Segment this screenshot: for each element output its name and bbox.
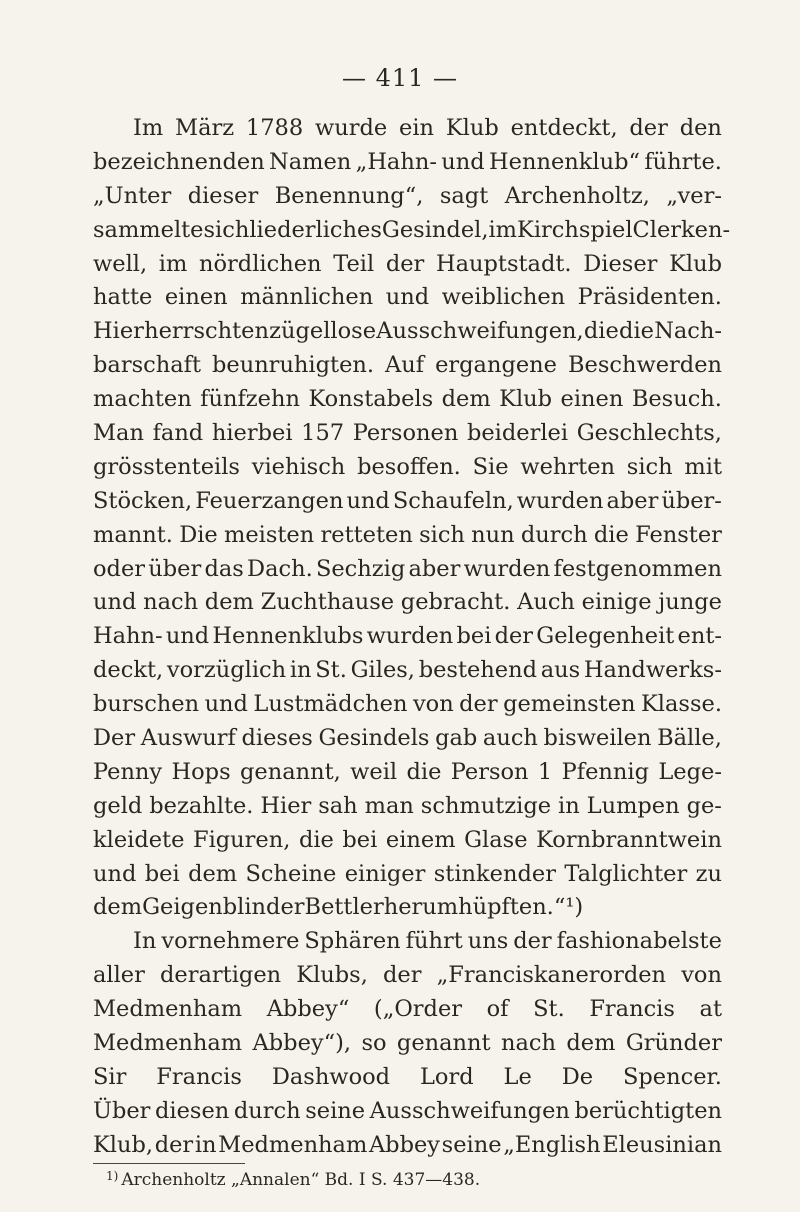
- word: ge-: [686, 792, 722, 819]
- word: meisten: [224, 521, 315, 548]
- text-line: [93, 1129, 722, 1163]
- word: im: [488, 216, 518, 243]
- word: hierbei: [211, 420, 293, 447]
- word: der: [154, 1131, 194, 1158]
- word: Hier: [260, 792, 312, 819]
- word: Klub: [669, 250, 722, 277]
- word: Klub: [445, 115, 499, 141]
- word: Lustmädchen: [253, 691, 408, 718]
- word: gab: [435, 725, 478, 752]
- word: Penny: [93, 758, 163, 785]
- word: den: [679, 115, 722, 141]
- word: St.: [315, 657, 347, 684]
- word: Francis: [589, 996, 675, 1023]
- word: Auf: [385, 352, 425, 379]
- word: grösstenteils: [93, 453, 240, 480]
- text-line: [93, 451, 722, 485]
- word: Person: [450, 758, 529, 785]
- word: fashionabelste: [556, 928, 722, 955]
- word: die: [593, 521, 629, 548]
- word: junge: [658, 589, 722, 616]
- word: Beschwerden: [567, 352, 722, 379]
- word: männlichen: [240, 284, 374, 311]
- word: Dach.: [247, 555, 313, 582]
- word: Abbey“: [266, 996, 350, 1023]
- word: bei: [342, 826, 378, 853]
- text-line: [93, 790, 722, 824]
- word: führte.: [644, 148, 722, 175]
- word: sich: [626, 453, 673, 480]
- word: beunruhigten.: [211, 352, 375, 379]
- word: kleidete: [93, 826, 185, 853]
- word: wurden: [516, 487, 604, 514]
- text-line: [93, 315, 722, 349]
- word: dieser: [187, 182, 259, 209]
- word: und: [346, 487, 390, 514]
- word: 1: [537, 758, 553, 785]
- word: bisweilen: [543, 725, 652, 752]
- word: derartigen: [160, 962, 282, 989]
- word: Bettler: [304, 894, 384, 921]
- word: Über: [93, 1097, 151, 1124]
- text-line: [93, 891, 722, 925]
- word: dem: [441, 386, 491, 413]
- word: und: [93, 860, 137, 887]
- text-line: [93, 688, 722, 722]
- word: genannt,: [239, 758, 341, 785]
- word: Kornbranntwein: [536, 826, 722, 853]
- word: Schaufeln,: [392, 487, 514, 514]
- word: Archenholtz,: [504, 182, 650, 209]
- word: Stöcken,: [93, 487, 193, 514]
- word: bei: [456, 623, 492, 650]
- word: seine: [305, 1097, 366, 1124]
- word: aber: [408, 555, 461, 582]
- word: Auch: [517, 589, 575, 616]
- word: dem: [93, 894, 143, 921]
- word: Gründer: [625, 1030, 722, 1057]
- word: Spencer.: [622, 1063, 722, 1090]
- text-line: [93, 1061, 722, 1095]
- word: sich: [419, 521, 465, 548]
- word: well,: [93, 250, 148, 277]
- word: Lord: [419, 1063, 474, 1090]
- word: März: [175, 115, 235, 141]
- word: einige: [581, 589, 652, 616]
- word: Der: [93, 725, 136, 752]
- word: Feuerzangen: [195, 487, 344, 514]
- text-line: [93, 519, 722, 553]
- word: Auswurf: [140, 725, 236, 752]
- word: aller: [93, 962, 145, 989]
- word: so: [361, 1030, 387, 1057]
- word: Besuch.: [631, 386, 722, 413]
- word: der: [385, 250, 425, 277]
- word: aus: [540, 657, 581, 684]
- text-line: [93, 1027, 722, 1061]
- word: oder: [93, 555, 146, 582]
- word: („Order: [373, 996, 463, 1023]
- word: gemeinsten: [503, 691, 636, 718]
- word: Ausschweifungen,: [376, 318, 584, 345]
- word: ent-: [677, 623, 722, 650]
- word: weil: [350, 758, 398, 785]
- word: in: [558, 792, 580, 819]
- word: Sphären: [304, 928, 401, 955]
- text-line: [93, 993, 722, 1027]
- word: Personen: [352, 420, 459, 447]
- word: stinkender: [433, 860, 556, 887]
- word: Fenster: [635, 521, 722, 548]
- word: sagt: [439, 182, 489, 209]
- word: im: [158, 250, 188, 277]
- word: einen: [560, 386, 624, 413]
- word: nun: [471, 521, 515, 548]
- word: Le: [503, 1063, 532, 1090]
- word: die: [583, 318, 619, 345]
- word: of: [486, 996, 509, 1023]
- word: Ausschweifungen: [369, 1097, 570, 1124]
- word: wurden: [366, 623, 454, 650]
- word: und: [385, 284, 430, 311]
- word: „Unter: [93, 182, 172, 209]
- word: einen: [164, 284, 228, 311]
- footnote: [106, 1164, 480, 1192]
- text-line: [93, 146, 722, 180]
- text-line: [93, 417, 722, 451]
- text-line: [93, 756, 722, 790]
- word: Sechzig: [315, 555, 406, 582]
- word: durch: [233, 1097, 301, 1124]
- text-line: [93, 485, 722, 519]
- text-line: [93, 1095, 722, 1129]
- word: Präsidenten.: [577, 284, 722, 311]
- word: fünfzehn: [200, 386, 300, 413]
- body-text: [93, 112, 731, 1163]
- word: Benennung“,: [274, 182, 424, 209]
- word: der: [513, 928, 552, 955]
- word: Dieser: [583, 250, 658, 277]
- word: Geigen: [142, 894, 223, 921]
- word: und: [204, 691, 248, 718]
- word: barschaft: [93, 352, 201, 379]
- word: Hennenklubs: [212, 623, 364, 650]
- word: Medmenham: [93, 996, 243, 1023]
- word: dem: [566, 1030, 616, 1057]
- word: Hennenklub“: [489, 148, 640, 175]
- word: mannt.: [93, 521, 173, 548]
- word: Medmenham: [218, 1131, 368, 1158]
- word: nach: [143, 589, 199, 616]
- word: Gelegenheit: [536, 623, 675, 650]
- word: Bälle,: [657, 725, 722, 752]
- word: Abbey: [368, 1131, 441, 1158]
- word: bezahlte.: [149, 792, 254, 819]
- word: das: [204, 555, 244, 582]
- page-number: — 411 —: [341, 64, 459, 92]
- word: machten: [93, 386, 192, 413]
- word: sah: [318, 792, 358, 819]
- word: bestehend: [418, 657, 538, 684]
- word: Hahn-: [93, 623, 163, 650]
- word: Namen: [269, 148, 352, 175]
- word: wurde: [315, 115, 388, 141]
- word: Sie: [472, 453, 509, 480]
- word: retteten: [320, 521, 413, 548]
- word: Talglichter: [564, 860, 688, 887]
- footnote-marker: 1): [106, 1169, 119, 1183]
- word: Teil: [333, 250, 375, 277]
- word: Figuren,: [192, 826, 291, 853]
- word: liederliches: [249, 216, 382, 243]
- text-line: [93, 383, 722, 417]
- word: 1788: [245, 115, 304, 141]
- word: deckt,: [93, 657, 164, 684]
- word: der: [383, 962, 422, 989]
- word: zu: [695, 860, 722, 887]
- text-line: [93, 553, 722, 587]
- word: Im: [133, 115, 164, 141]
- word: Kirchspiel: [517, 216, 633, 243]
- word: Sir: [93, 1063, 127, 1090]
- word: schmutzige: [420, 792, 552, 819]
- word: bei: [144, 860, 180, 887]
- word: Klub: [499, 386, 553, 413]
- word: hatte: [93, 284, 153, 311]
- text-line: [93, 722, 722, 756]
- word: Handwerks-: [583, 657, 722, 684]
- word: Gesindels: [318, 725, 430, 752]
- text-line: [93, 959, 722, 993]
- word: In: [133, 928, 157, 955]
- word: einiger: [344, 860, 426, 887]
- word: dem: [188, 860, 238, 887]
- text-line: [93, 112, 722, 146]
- word: Medmenham: [93, 1030, 243, 1057]
- word: sich: [203, 216, 250, 243]
- word: Pfennig: [561, 758, 649, 785]
- word: wurden: [463, 555, 551, 582]
- word: nördlichen: [199, 250, 322, 277]
- word: einem: [385, 826, 456, 853]
- text-line: [93, 281, 722, 315]
- word: fand: [152, 420, 204, 447]
- word: seine: [441, 1131, 502, 1158]
- word: der: [629, 115, 668, 141]
- word: bezeichnenden: [93, 148, 265, 175]
- word: Zuchthause: [260, 589, 395, 616]
- word: Konstabels: [308, 386, 434, 413]
- word: Hauptstadt.: [435, 250, 572, 277]
- word: Nach-: [654, 318, 722, 345]
- word: „ver-: [666, 182, 722, 209]
- word: uns: [467, 928, 509, 955]
- word: von: [681, 962, 722, 989]
- word: Geschlechts,: [576, 420, 722, 447]
- word: Lege-: [658, 758, 722, 785]
- word: ein: [399, 115, 435, 141]
- word: die: [406, 758, 442, 785]
- footnote-text: Archenholtz „Annalen“ Bd. I S. 437—438.: [121, 1170, 481, 1190]
- text-line: [93, 654, 722, 688]
- word: und: [93, 589, 137, 616]
- word: auch: [482, 725, 538, 752]
- word: blinder: [222, 894, 305, 921]
- word: Glase: [464, 826, 528, 853]
- word: Hier: [93, 318, 144, 345]
- word: at: [699, 996, 722, 1023]
- word: „Hahn-: [355, 148, 437, 175]
- word: weiblichen: [441, 284, 566, 311]
- word: der: [494, 623, 534, 650]
- word: dem: [204, 589, 254, 616]
- text-line: [93, 349, 722, 383]
- word: festgenommen: [553, 555, 722, 582]
- word: und: [165, 623, 210, 650]
- word: herrschten: [144, 318, 269, 345]
- word: Scheine: [245, 860, 337, 887]
- word: Dashwood: [271, 1063, 391, 1090]
- word: und: [441, 148, 485, 175]
- word: man: [364, 792, 414, 819]
- word: entdeckt,: [510, 115, 618, 141]
- word: viehisch: [251, 453, 346, 480]
- word: führt: [405, 928, 463, 955]
- word: Gesindel,: [381, 216, 489, 243]
- word: diesen: [155, 1097, 230, 1124]
- word: gebracht.: [400, 589, 511, 616]
- word: Klasse.: [640, 691, 722, 718]
- word: durch: [520, 521, 588, 548]
- word: die: [298, 826, 334, 853]
- word: genannt: [396, 1030, 491, 1057]
- text-line: [93, 586, 722, 620]
- word: berüchtigten: [574, 1097, 722, 1124]
- word: vorzüglich: [166, 657, 287, 684]
- word: Man: [93, 420, 144, 447]
- word: Klubs,: [296, 962, 368, 989]
- word: Klub,: [93, 1131, 154, 1158]
- text-line: [93, 180, 722, 214]
- word: Lumpen: [586, 792, 680, 819]
- word: Hops: [171, 758, 231, 785]
- word: über-: [661, 487, 722, 514]
- word: von: [412, 691, 454, 718]
- word: in: [194, 1131, 217, 1158]
- word: der: [459, 691, 498, 718]
- word: 157: [301, 420, 345, 447]
- text-line: [93, 858, 722, 892]
- word: St.: [533, 996, 565, 1023]
- word: nach: [500, 1030, 556, 1057]
- word: dieses: [241, 725, 313, 752]
- word: in: [289, 657, 312, 684]
- text-line: [93, 248, 722, 282]
- word: Giles,: [350, 657, 415, 684]
- word: vornehmere: [161, 928, 300, 955]
- word: herumhüpften.“¹): [383, 894, 584, 921]
- word: Eleusinian: [602, 1131, 722, 1158]
- word: zügellose: [269, 318, 377, 345]
- text-line: [93, 925, 722, 959]
- word: De: [561, 1063, 594, 1090]
- word: Francis: [156, 1063, 242, 1090]
- text-line: [93, 620, 722, 654]
- word: Clerken-: [632, 216, 731, 243]
- word: „English: [503, 1131, 601, 1158]
- word: über: [148, 555, 202, 582]
- word: burschen: [93, 691, 200, 718]
- text-line: [93, 824, 722, 858]
- word: beiderlei: [466, 420, 569, 447]
- word: wehrten: [520, 453, 616, 480]
- word: geld: [93, 792, 143, 819]
- text-line: [93, 214, 731, 248]
- word: „Franciskanerorden: [436, 962, 667, 989]
- word: mit: [684, 453, 722, 480]
- word: ergangene: [435, 352, 557, 379]
- word: die: [619, 318, 654, 345]
- word: Abbey“),: [252, 1030, 352, 1057]
- word: sammelte: [93, 216, 204, 243]
- word: aber: [606, 487, 659, 514]
- word: besoffen.: [357, 453, 461, 480]
- word: Die: [179, 521, 218, 548]
